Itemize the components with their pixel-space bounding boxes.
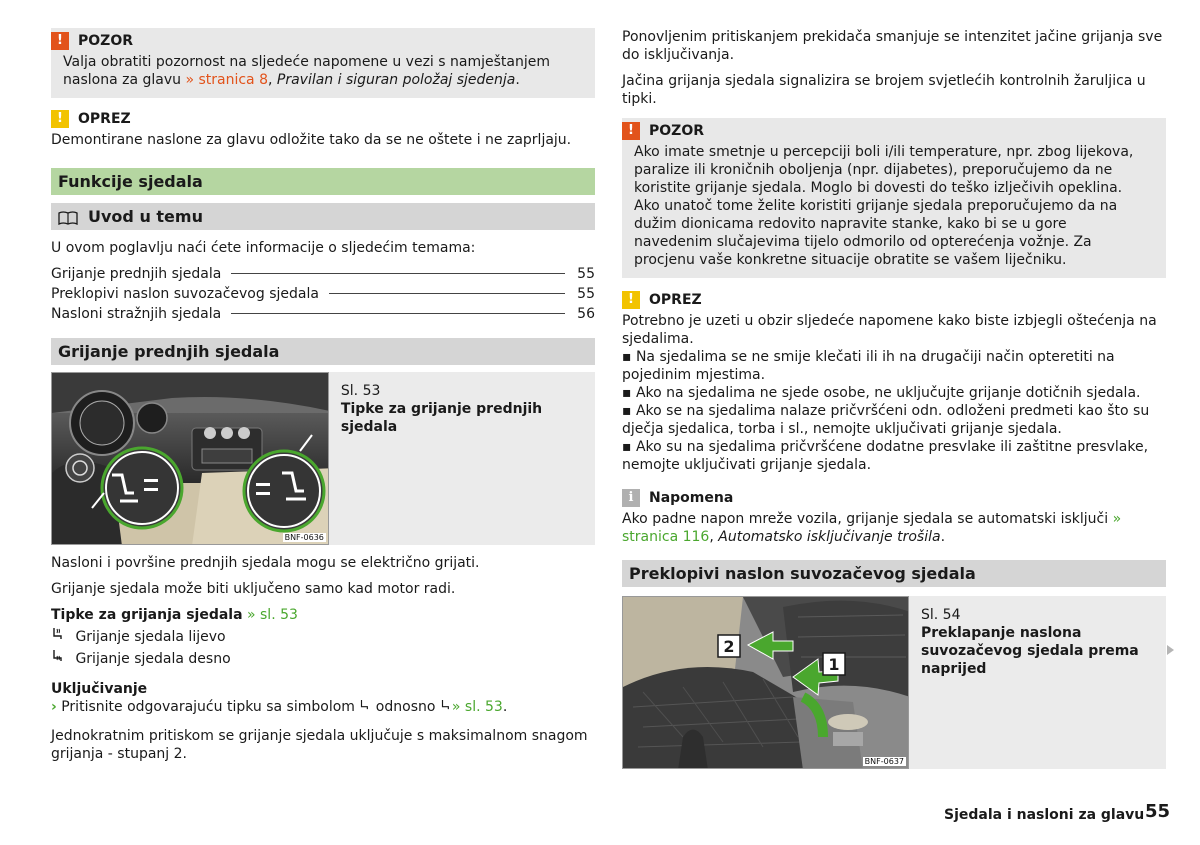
- pozor-header: [622, 121, 1156, 141]
- step-text-1: Pritisnite odgovarajuću tipku sa simbolom: [61, 699, 360, 715]
- oprez-bullets: [622, 348, 1166, 474]
- pozor-warning-box-right: [622, 118, 1166, 278]
- bullet-text: Ako su na sjedalima pričvršćene dodatne presvlake ili zaštitne presvlake, nemojte uključivati grijanje sjedala.: [622, 439, 1149, 473]
- warning-icon: !: [51, 32, 69, 50]
- figure-54: [622, 596, 1166, 769]
- figure-tag: BNF-0636: [284, 533, 324, 542]
- para-nasloni: Nasloni i površine prednjih sjedala mogu se električno grijati.: [51, 555, 480, 571]
- figure-caption: [909, 596, 1156, 769]
- napomena-link[interactable]: » stranica 116: [622, 511, 1122, 545]
- figure-title: Tipke za grijanje prednjih sjedala: [340, 401, 543, 435]
- toc-page: 55: [577, 266, 595, 282]
- toc-row[interactable]: [51, 285, 595, 305]
- ukljucivanje-heading: Uključivanje: [51, 681, 148, 697]
- pozor-text: [51, 53, 585, 89]
- toc-leader: [329, 293, 565, 294]
- figure-number: Sl. 53: [340, 383, 381, 399]
- toc-label: Nasloni stražnjih sjedala: [51, 306, 222, 322]
- figure-tag: BNF-0637: [864, 757, 904, 766]
- oprez-title: OPREZ: [649, 292, 702, 308]
- pozor-header: [51, 31, 585, 51]
- bullet-text: Ako se na sjedalima nalaze pričvršćeni odn. odloženi predmeti kao što su dječja sjedalica, torba i sl., nemojte uključivati grijanje sjedala.: [622, 403, 1150, 437]
- pozor-link[interactable]: » stranica 8: [185, 72, 268, 88]
- right-column: [622, 28, 1166, 769]
- pozor-italic: Pravilan i siguran položaj sjedenja: [276, 72, 516, 88]
- toc-leader: [231, 313, 565, 314]
- tipke-heading: [51, 606, 595, 624]
- pozor-text-main: Valja obratiti pozornost na sljedeće napomene u vezi s namještanjem naslona za glavu: [63, 54, 550, 88]
- section-heading-grijanje: Grijanje prednjih sjedala: [51, 338, 595, 365]
- oprez-header: [622, 290, 1166, 310]
- toc-row[interactable]: [51, 265, 595, 285]
- toc-page: 55: [577, 286, 595, 302]
- pozor-title: POZOR: [78, 33, 133, 49]
- figure-label-2: 2: [723, 637, 735, 656]
- list-item: [51, 627, 595, 649]
- napomena-main: Ako padne napon mreže vozila, grijanje sjedala se automatski isključi: [622, 511, 1113, 527]
- list-item: ▪ Ako se na sjedalima nalaze pričvršćeni odn. odloženi predmeti kao što su dječja sjedalica, torba i sl., nemojte uključivati grijanje sjedala.: [622, 403, 1150, 437]
- book-icon: [58, 210, 78, 224]
- pozor-title: POZOR: [649, 123, 704, 139]
- oprez-header: [51, 109, 595, 129]
- pozor-warning-box: [51, 28, 595, 98]
- toc-leader: [231, 273, 565, 274]
- napomena-title: Napomena: [649, 490, 734, 506]
- napomena-sep: ,: [709, 529, 719, 545]
- dashboard-seat-heat-image: [51, 372, 329, 545]
- seat-heat-right-icon: [440, 699, 452, 717]
- list-item: ▪ Na sjedalima se ne smije klečati ili ih na drugačiji način opteretiti na pojedinim mjestima.: [622, 349, 1115, 383]
- toc-label: Grijanje prednjih sjedala: [51, 266, 222, 282]
- caution-icon: !: [622, 291, 640, 309]
- oprez-title: OPREZ: [78, 111, 131, 127]
- para-jacina: Jačina grijanja sjedala signalizira se brojem svjetlećih kontrolnih žaruljica u tipki.: [622, 73, 1146, 107]
- para-jednokratnim: Jednokratnim pritiskom se grijanje sjedala uključuje s maksimalnom snagom grijanja - stupanj 2.: [51, 728, 588, 762]
- passenger-seat-image: [622, 596, 909, 769]
- left-column: [51, 28, 595, 763]
- step-text-2: odnosno: [371, 699, 440, 715]
- figure-53: [51, 372, 595, 545]
- section-heading-uvod: [51, 203, 595, 230]
- seat-heat-left-icon: [51, 627, 71, 647]
- list-item: [51, 649, 595, 671]
- seat-heat-right-icon: [51, 649, 71, 669]
- pozor-text: Ako imate smetnje u percepciji boli i/ili temperature, npr. zbog lijekova, paralize ili kroničnih oboljenja (npr. dijabetes), preporučujemo da ne koristite grijanje sjedala. Moglo bi dovesti do teško izlječivih opeklina. Ako unatoč tome želite koristiti grijanje sjedala preporučujemo da na dužim dionicama redovito napravite stanke, kako bi se u gore navedenim slučajevima tijelo odmorilo od opterećenja vožnje. Za procjenu vaše konkretne situacije obratite se vašem liječniku.: [634, 144, 1134, 268]
- tipke-link[interactable]: » sl. 53: [247, 607, 298, 623]
- list-item: ▪ Ako su na sjedalima pričvršćene dodatne presvlake ili zaštitne presvlake, nemojte uključivati grijanje sjedala.: [622, 439, 1149, 473]
- toc-list: [51, 265, 595, 325]
- pozor-end: .: [515, 72, 520, 88]
- para-ponovljenim: Ponovljenim pritiskanjem prekidača smanjuje se intenzitet jačine grijanja sve do isključivanja.: [622, 29, 1163, 63]
- step-end: .: [502, 699, 508, 715]
- list-item: ▪ Ako na sjedalima ne sjede osobe, ne uključujte grijanje dotičnih sjedala.: [622, 385, 1141, 401]
- footer-chapter-title: Sjedala i nasloni za glavu: [944, 807, 1145, 823]
- oprez-intro: Potrebno je uzeti u obzir sljedeće napomene kako biste izbjegli oštećenja na sjedalima.: [622, 313, 1157, 347]
- next-page-arrow-icon[interactable]: [1167, 645, 1174, 655]
- bullet-text: Na sjedalima se ne smije klečati ili ih na drugačiji način opteretiti na pojedinim mjestima.: [622, 349, 1115, 383]
- figure-number: Sl. 54: [921, 607, 961, 623]
- intro-text: U ovom poglavlju naći ćete informacije o sljedećim temama:: [51, 240, 476, 256]
- figure-caption: [329, 372, 595, 545]
- bullet-text: Ako na sjedalima ne sjede osobe, ne uključujte grijanje dotičnih sjedala.: [635, 385, 1141, 401]
- seat-heat-left-icon: [359, 699, 371, 717]
- ukljucivanje-step: [51, 698, 595, 717]
- tipke-item-label: Grijanje sjedala desno: [75, 651, 231, 667]
- step-link[interactable]: » sl. 53: [451, 699, 503, 715]
- tipke-title: Tipke za grijanja sjedala: [51, 607, 243, 623]
- napomena-italic: Automatsko isključivanje trošila: [718, 529, 941, 545]
- napomena-header: [622, 488, 1166, 508]
- tipke-list: [51, 627, 595, 671]
- toc-page: 56: [577, 306, 595, 322]
- caution-icon: !: [51, 110, 69, 128]
- page-number: 55: [1145, 801, 1171, 822]
- tipke-item-label: Grijanje sjedala lijevo: [75, 629, 226, 645]
- section-heading-preklopivi: Preklopivi naslon suvozačevog sjedala: [622, 560, 1166, 587]
- toc-label: Preklopivi naslon suvozačevog sjedala: [51, 286, 319, 302]
- oprez-text: Demontirane naslone za glavu odložite tako da se ne oštete i ne zaprljaju.: [51, 132, 572, 148]
- warning-icon: !: [622, 122, 640, 140]
- napomena-end: .: [940, 529, 946, 545]
- para-motor: Grijanje sjedala može biti uključeno samo kad motor radi.: [51, 581, 456, 597]
- section-heading-funkcije: Funkcije sjedala: [51, 168, 595, 195]
- uvod-title: Uvod u temu: [88, 206, 203, 226]
- figure-label-1: 1: [828, 655, 840, 674]
- step-arrow-icon: ›: [51, 699, 57, 715]
- napomena-text: [622, 510, 1166, 546]
- pozor-sep: ,: [267, 72, 277, 88]
- toc-row[interactable]: [51, 305, 595, 325]
- info-icon: i: [622, 489, 640, 507]
- figure-title: Preklapanje naslona suvozačevog sjedala prema naprijed: [921, 625, 1139, 677]
